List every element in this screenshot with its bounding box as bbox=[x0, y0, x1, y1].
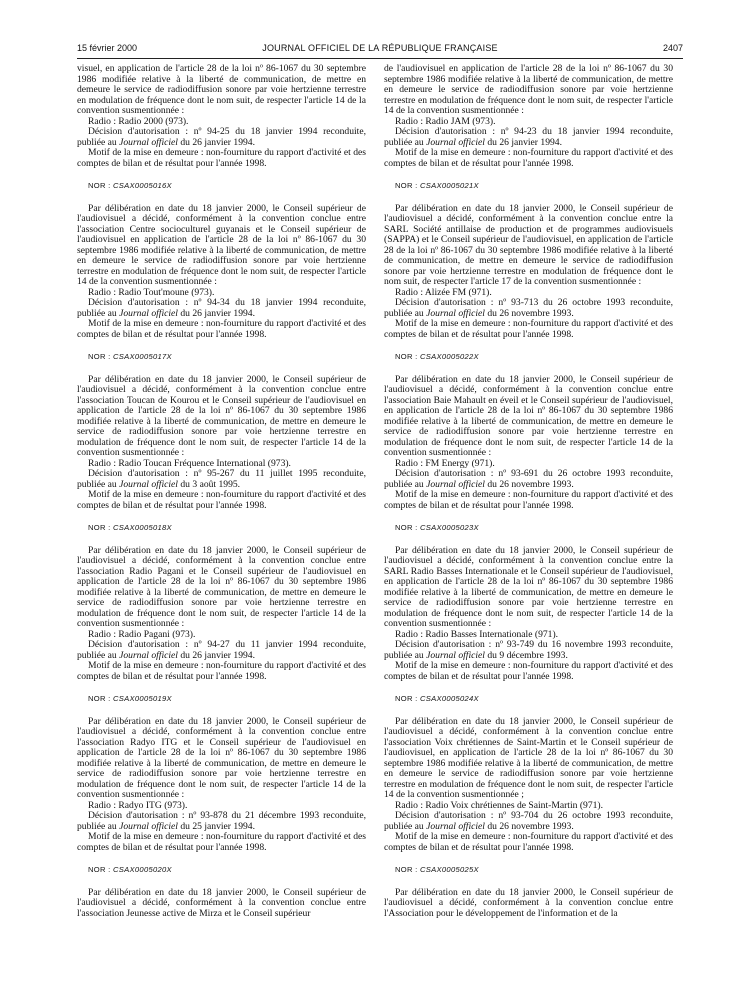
nor-label: NOR : bbox=[88, 865, 114, 874]
decision-text: Décision d'autorisation : nº 94-23 du 18 janvier 1994 reconduite, publiée au bbox=[384, 126, 673, 148]
nor-reference bbox=[77, 181, 366, 192]
page-header bbox=[77, 43, 683, 57]
left-column bbox=[77, 64, 366, 919]
nor-code: CSAX0005023X bbox=[420, 523, 479, 532]
nor-code: CSAX0005025X bbox=[420, 865, 479, 874]
deliberation-paragraph: Par délibération en date du 18 janvier 2000, le Conseil supérieur de l'audiovisuel a décidé, conformément à la convention conclue entre l'Association pour le développement de l'information et de la bbox=[384, 886, 673, 919]
decision-date: du 26 novembre 1993. bbox=[484, 307, 574, 319]
decision-line bbox=[77, 811, 366, 832]
nor-code: CSAX0005018X bbox=[113, 523, 172, 532]
nor-code: CSAX0005016X bbox=[113, 181, 172, 190]
deliberation-paragraph: Par délibération en date du 18 janvier 2000, le Conseil supérieur de l'audiovisuel a décidé, conformément à la convention conclue entre l'association Baie Mahault en éveil et le Conseil supérieur de l'audiovisuel, en application de l'article 28 de la loi nº 86-1067 du 30 septembre 1986 modifiée relative à la liberté de communication, de mettre en demeure le service de radiodiffusion sonore par voie hertzienne terrestre en modulation de fréquence dont le nom suit, de respecter l'article 14 de la convention susmentionnée : bbox=[384, 373, 673, 458]
decision-line bbox=[77, 469, 366, 490]
decision-text: Décision d'autorisation : nº 93-878 du 21 décembre 1993 reconduite, publiée au bbox=[77, 810, 366, 832]
decision-text: Décision d'autorisation : nº 94-25 du 18 janvier 1994 reconduite, publiée au bbox=[77, 126, 366, 148]
nor-reference bbox=[77, 523, 366, 534]
motif-line: Motif de la mise en demeure : non-fourniture du rapport d'activité et des comptes de bilan et de résultat pour l'année 1998. bbox=[77, 147, 366, 169]
journal-title: JOURNAL OFFICIEL DE LA RÉPUBLIQUE FRANÇAISE bbox=[262, 43, 498, 53]
nor-code: CSAX0005020X bbox=[113, 865, 172, 874]
journal-officiel-ref: Journal officiel bbox=[119, 649, 178, 661]
radio-line: Radio : Radyo ITG (973). bbox=[88, 799, 188, 811]
decision-text: Décision d'autorisation : nº 93-704 du 26 octobre 1993 reconduite, publiée au bbox=[384, 810, 673, 832]
decision-date: du 26 janvier 1994. bbox=[177, 136, 255, 148]
deliberation-paragraph: Par délibération en date du 18 janvier 2000, le Conseil supérieur de l'audiovisuel a décidé, conformément à la convention conclue entre l'association Jeunesse active de Mirza et le Conseil supérieur bbox=[77, 886, 366, 919]
nor-reference bbox=[384, 694, 673, 705]
radio-line: Radio : Radio Pagani (973). bbox=[88, 628, 196, 640]
nor-reference bbox=[77, 865, 366, 876]
decision-date: du 9 décembre 1993. bbox=[484, 649, 568, 661]
deliberation-paragraph: Par délibération en date du 18 janvier 2000, le Conseil supérieur de l'audiovisuel a décidé, conformément à la convention conclue entre l'association Radyo ITG et le Conseil supérieur de l'audiovisuel en application de l'article 28 de la loi nº 86-1067 du 30 septembre 1986 modifiée relative à la liberté de communication, de mettre en demeure le service de radiodiffusion sonore par voie hertzienne terrestre en modulation de fréquence dont le nom suit, de respecter l'article 14 de la convention susmentionnée : bbox=[77, 715, 366, 800]
nor-label: NOR : bbox=[395, 694, 421, 703]
decision-text: Décision d'autorisation : nº 93-749 du 16 novembre 1993 reconduite, publiée au bbox=[384, 639, 673, 661]
motif-line: Motif de la mise en demeure : non-fourniture du rapport d'activité et des comptes de bilan et de résultat pour l'année 1998. bbox=[384, 660, 673, 682]
decision-text: Décision d'autorisation : nº 93-691 du 26 octobre 1993 reconduite, publiée au bbox=[384, 468, 673, 490]
deliberation-paragraph: Par délibération en date du 18 janvier 2000, le Conseil supérieur de l'audiovisuel a décidé, conformément à la convention conclue entre l'association Radio Pagani et le Conseil supérieur de l'audiovisuel en application de l'article 28 de la loi nº 86-1067 du 30 septembre 1986 modifiée relative à la liberté de communication, de mettre en demeure le service de radiodiffusion sonore par voie hertzienne terrestre en modulation de fréquence dont le nom suit, de respecter l'article 14 de la convention susmentionnée : bbox=[77, 544, 366, 629]
nor-reference bbox=[77, 694, 366, 705]
radio-line: Radio : Radio Basses Internationale (971). bbox=[395, 628, 559, 640]
right-column bbox=[384, 64, 673, 919]
motif-line: Motif de la mise en demeure : non-fourniture du rapport d'activité et des comptes de bilan et de résultat pour l'année 1998. bbox=[384, 831, 673, 853]
page-number: 2407 bbox=[662, 43, 683, 53]
radio-line: Radio : Radio Voix chrétiennes de Saint-Martin (971). bbox=[395, 799, 604, 811]
decision-line bbox=[384, 640, 673, 661]
decision-date: du 26 janvier 1994. bbox=[177, 649, 255, 661]
radio-line: Radio : Radio Tout'moune (973). bbox=[88, 286, 215, 298]
decision-line bbox=[384, 127, 673, 148]
motif-line: Motif de la mise en demeure : non-fourniture du rapport d'activité et des comptes de bilan et de résultat pour l'année 1998. bbox=[384, 318, 673, 340]
nor-label: NOR : bbox=[395, 523, 421, 532]
nor-reference bbox=[384, 352, 673, 363]
decision-line bbox=[384, 811, 673, 832]
motif-line: Motif de la mise en demeure : non-fourniture du rapport d'activité et des comptes de bilan et de résultat pour l'année 1998. bbox=[77, 318, 366, 340]
decision-text: Décision d'autorisation : nº 95-267 du 11 juillet 1995 reconduite, publiée au bbox=[77, 468, 366, 490]
deliberation-paragraph: Par délibération en date du 18 janvier 2000, le Conseil supérieur de l'audiovisuel a décidé, conformément à la convention conclue entre l'association Centre socioculturel guyanais et le Conseil supérieur de l'audiovisuel en application de l'article 28 de la loi nº 86-1067 du 30 septembre 1986 modifiée relative à la liberté de communication, de mettre en demeure le service de radiodiffusion sonore par voie hertzienne terrestre en modulation de fréquence dont le nom suit, de respecter l'article 14 de la convention susmentionnée : bbox=[77, 202, 366, 287]
decision-line bbox=[384, 469, 673, 490]
decision-date: du 26 novembre 1993. bbox=[484, 478, 574, 490]
radio-line: Radio : Radio 2000 (973). bbox=[88, 115, 189, 127]
radio-line: Radio : Radio Toucan Fréquence International (973). bbox=[88, 457, 291, 469]
journal-officiel-ref: Journal officiel bbox=[426, 478, 485, 490]
nor-reference bbox=[384, 181, 673, 192]
nor-label: NOR : bbox=[88, 694, 114, 703]
nor-reference bbox=[384, 523, 673, 534]
nor-label: NOR : bbox=[88, 181, 114, 190]
radio-line: Radio : Radio JAM (973). bbox=[395, 115, 496, 127]
deliberation-paragraph: Par délibération en date du 18 janvier 2000, le Conseil supérieur de l'audiovisuel a décidé, conformément à la convention conclue entre la SARL Société antillaise de production et de programmes audiovisuels (SAPPA) et le Conseil supérieur de l'audiovisuel, en application de l'article 28 de la loi nº 86-1067 du 30 septembre 1986 modifiée relative à la liberté de communication, de mettre en demeure le service de radiodiffusion sonore par voie hertzienne terrestre en modulation de fréquence dont le nom suit, de respecter l'article 17 de la convention susmentionnée : bbox=[384, 202, 673, 287]
radio-line: Radio : Alizée FM (971). bbox=[395, 286, 492, 298]
nor-code: CSAX0005019X bbox=[113, 694, 172, 703]
nor-code: CSAX0005021X bbox=[420, 181, 479, 190]
decision-date: du 26 janvier 1994. bbox=[177, 307, 255, 319]
deliberation-paragraph: Par délibération en date du 18 janvier 2000, le Conseil supérieur de l'audiovisuel a décidé, conformément à la convention conclue entre la SARL Radio Basses Internationale et le Conseil supérieur de l'audiovisuel, en application de l'article 28 de la loi nº 86-1067 du 30 septembre 1986 modifiée relative à la liberté de communication, de mettre en demeure le service de radiodiffusion sonore par voie hertzienne terrestre en modulation de fréquence dont le nom suit, de respecter l'article 14 de la convention susmentionnée : bbox=[384, 544, 673, 629]
journal-officiel-ref: Journal officiel bbox=[426, 649, 485, 661]
decision-line bbox=[77, 298, 366, 319]
motif-line: Motif de la mise en demeure : non-fourniture du rapport d'activité et des comptes de bilan et de résultat pour l'année 1998. bbox=[77, 489, 366, 511]
nor-reference bbox=[384, 865, 673, 876]
decision-date: du 26 novembre 1993. bbox=[484, 820, 574, 832]
nor-label: NOR : bbox=[88, 352, 114, 361]
deliberation-paragraph: Par délibération en date du 18 janvier 2000, le Conseil supérieur de l'audiovisuel a décidé, conformément à la convention conclue entre l'association Toucan de Kourou et le Conseil supérieur de l'audiovisuel en application de l'article 28 de la loi nº 86-1067 du 30 septembre 1986 modifiée relative à la liberté de communication, de mettre en demeure le service de radiodiffusion sonore par voie hertzienne terrestre en modulation de fréquence dont le nom suit, de respecter l'article 14 de la convention susmentionnée : bbox=[77, 373, 366, 458]
paragraph: de l'audiovisuel en application de l'article 28 de la loi nº 86-1067 du 30 septembre 1986 modifiée relative à la liberté de communication, de mettre en demeure le service de radiodiffusion sonore par voie hertzienne terrestre en modulation de fréquence dont le nom suit, de respecter l'article 14 de la convention susmentionnée : bbox=[384, 63, 673, 116]
nor-code: CSAX0005017X bbox=[113, 352, 172, 361]
header-rule bbox=[77, 58, 683, 59]
journal-officiel-ref: Journal officiel bbox=[426, 307, 485, 319]
decision-text: Décision d'autorisation : nº 94-27 du 11 janvier 1994 reconduite, publiée au bbox=[77, 639, 366, 661]
motif-line: Motif de la mise en demeure : non-fourniture du rapport d'activité et des comptes de bilan et de résultat pour l'année 1998. bbox=[384, 489, 673, 511]
decision-line bbox=[77, 127, 366, 148]
decision-line bbox=[384, 298, 673, 319]
decision-line bbox=[77, 640, 366, 661]
decision-text: Décision d'autorisation : nº 93-713 du 26 octobre 1993 reconduite, publiée au bbox=[384, 297, 673, 319]
nor-label: NOR : bbox=[395, 865, 421, 874]
motif-line: Motif de la mise en demeure : non-fourniture du rapport d'activité et des comptes de bilan et de résultat pour l'année 1998. bbox=[77, 831, 366, 853]
nor-reference bbox=[77, 352, 366, 363]
nor-label: NOR : bbox=[395, 181, 421, 190]
decision-date: du 25 janvier 1994. bbox=[177, 820, 255, 832]
deliberation-paragraph: Par délibération en date du 18 janvier 2000, le Conseil supérieur de l'audiovisuel a décidé, conformément à la convention conclue entre l'association Voix chrétiennes de Saint-Martin et le Conseil supérieur de l'audiovisuel, en application de l'article 28 de la loi nº 86-1067 du 30 septembre 1986 modifiée relative à la liberté de communication, de mettre en demeure le service de radiodiffusion sonore par voie hertzienne terrestre en modulation de fréquence dont le nom suit, de respecter l'article 14 de la convention susmentionnée ; bbox=[384, 715, 673, 800]
journal-officiel-ref: Journal officiel bbox=[426, 820, 485, 832]
journal-officiel-ref: Journal officiel bbox=[426, 136, 485, 148]
nor-label: NOR : bbox=[395, 352, 421, 361]
nor-code: CSAX0005022X bbox=[420, 352, 479, 361]
radio-line: Radio : FM Energy (971). bbox=[395, 457, 495, 469]
motif-line: Motif de la mise en demeure : non-fourniture du rapport d'activité et des comptes de bilan et de résultat pour l'année 1998. bbox=[77, 660, 366, 682]
decision-date: du 26 janvier 1994. bbox=[484, 136, 562, 148]
header-date: 15 février 2000 bbox=[77, 43, 138, 53]
journal-officiel-ref: Journal officiel bbox=[119, 307, 178, 319]
nor-label: NOR : bbox=[88, 523, 114, 532]
motif-line: Motif de la mise en demeure : non-fourniture du rapport d'activité et des comptes de bilan et de résultat pour l'année 1998. bbox=[384, 147, 673, 169]
nor-code: CSAX0005024X bbox=[420, 694, 479, 703]
journal-officiel-ref: Journal officiel bbox=[119, 820, 178, 832]
decision-date: du 3 août 1995. bbox=[177, 478, 241, 490]
journal-officiel-ref: Journal officiel bbox=[119, 136, 178, 148]
decision-text: Décision d'autorisation : nº 94-34 du 18 janvier 1994 reconduite, publiée au bbox=[77, 297, 366, 319]
journal-officiel-ref: Journal officiel bbox=[119, 478, 178, 490]
paragraph: visuel, en application de l'article 28 de la loi nº 86-1067 du 30 septembre 1986 modifiée relative à la liberté de communication, de mettre en demeure le service de radiodiffusion sonore par voie hertzienne terrestre en modulation de fréquence dont le nom suit, de respecter l'article 14 de la convention susmentionnée : bbox=[77, 63, 366, 116]
